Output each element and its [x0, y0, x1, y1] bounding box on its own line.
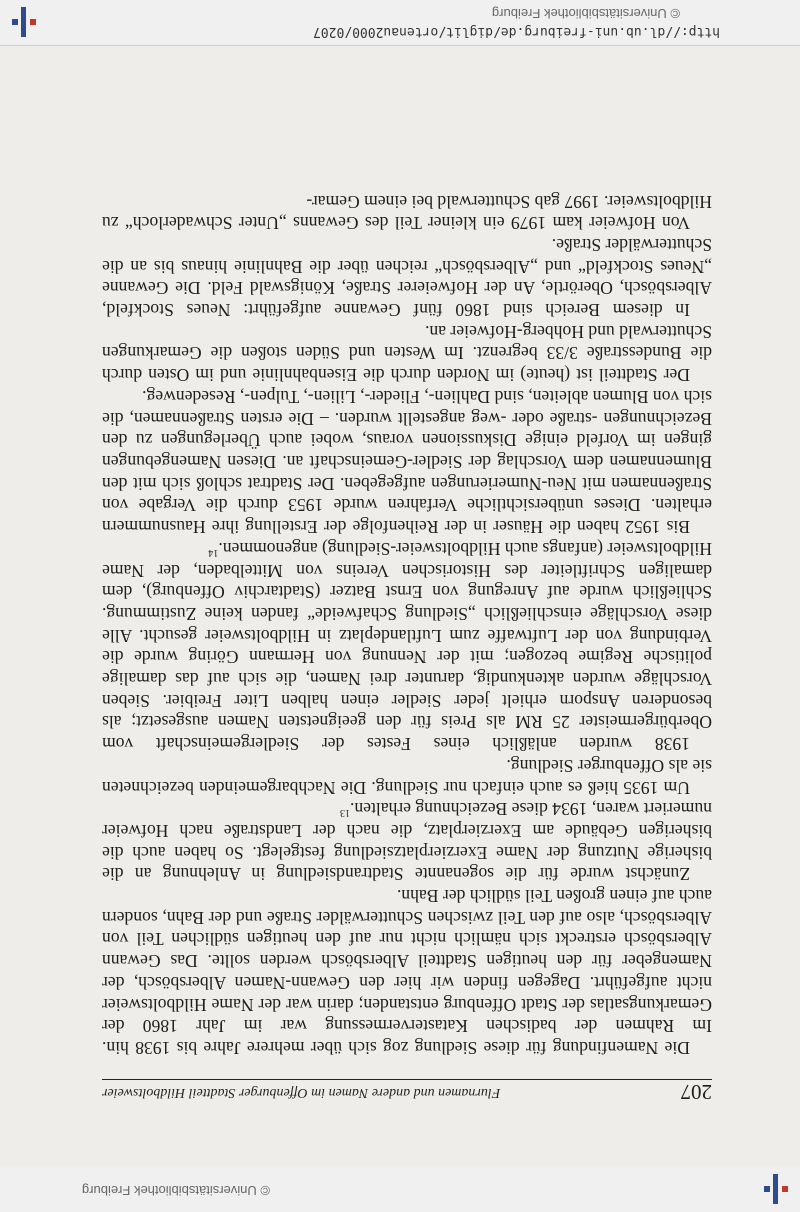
paragraph-text: Die Namenfindung für diese Siedlung zog sich über mehrere Jahre bis 1938 hin. Im Rahmen der badischen Katastervermessung war im Jahr 1860 der Gemarkungsatlas der Stadt Offenburg entstanden; darin war der Name Hildboltsweier nicht aufgeführt. Dagegen finden wir hier den Gewann-Namen Albersbösch, der Namengeber für den heutigen Stadtteil Albersbösch werden sollte. Das Gewann Albersbösch erstreckt sich nämlich nicht nur auf den heutigen südlichen Teil von Albersbösch, also auf den Teil zwischen Schutterwälder Straße und der Bahn, sondern auch auf einen großen Teil südlich der Bahn.	[102, 886, 712, 1058]
paragraph	[102, 320, 712, 385]
paragraph	[102, 884, 712, 1058]
page-header	[102, 1079, 712, 1104]
library-notice: © Universitätsbibliothek Freiburg	[491, 6, 680, 21]
paragraph	[102, 754, 712, 797]
viewer-bottom-bar	[0, 0, 800, 46]
paragraph-text: Um 1935 hieß es auch einfach nur Siedlung. Die Nachbargemeinden bezeichneten sie als Offenburger Siedlung.	[102, 755, 712, 798]
paragraph	[102, 537, 712, 754]
library-logo-icon	[760, 1174, 792, 1204]
library-logo-icon	[8, 7, 40, 37]
viewer-top-bar	[0, 1166, 800, 1212]
paragraph-text: Zunächst wurde für die sogenannte Stadtrandsiedlung in Anlehnung an die bisherige Nutzung der Name Exerzierplatzsiedlung festgelegt. So haben auch die bisherigen Gebäude am Exerzierplatz, die nach der Landstraße nach Hofweier numeriert waren, 1934 diese Bezeichnung erhalten.	[102, 799, 712, 885]
body-text	[102, 190, 712, 1058]
page-number: 207	[680, 1080, 712, 1104]
paragraph-text: In diesem Bereich sind 1860 fünf Gewanne aufgeführt: Neues Stockfeld, Albersbösch, Oberörtle, An der Hofweierer Straße, Königswald Feld. Die Gewanne „Neues Stockfeld“ und „Albersbösch“ reichen über die Bahnlinie hinaus bis an die Schutterwälder Straße.	[102, 234, 712, 321]
paragraph	[102, 190, 712, 233]
scanned-page	[0, 46, 800, 1166]
paragraph-text: Der Stadtteil ist (heute) im Norden durch die Eisenbahnlinie und im Osten durch die Bundesstraße 3/33 begrenzt. Im Westen und Süden stoßen die Gemarkungen Schutterwald und Hohberg-Hofweier an.	[102, 321, 712, 386]
source-url-link[interactable]: http://dl.ub.uni-freiburg.de/diglit/ortenau2000/0207	[313, 24, 720, 39]
paragraph-text: 1938 wurden anläßlich eines Festes der Siedlergemeinschaft vom Oberbürgermeister 25 RM als Preis für den geeignetsten Namen ausgesetzt; als besonderen Ansporn erhielt jeder Siedler einen halben Liter Freibier. Sieben Vorschläge wurden aktenkundig, darunter drei Namen, die sich auf das damalige politische Regime bezogen; mit der Nennung von Hermann Göring wurde die Verbindung von der Luftwaffe zum Luftlandeplatz in Hildboltsweier gesucht. Alle diese Vorschläge einschließlich „Siedlung Schafweide“ fanden keine Zustimmung. Schließlich wurde auf Anregung von Ernst Batzer (Stadtarchiv Offenburg), dem damaligen Schriftleiter des Historischen Vereins von Mittelbaden, der Name Hildboltsweier (anfangs auch Hildboltsweier-Siedlung) angenommen.	[102, 538, 712, 755]
library-notice-top: © Universitätsbibliothek Freiburg	[81, 1183, 270, 1198]
paragraph-text: Von Hofweier kam 1979 ein kleiner Teil des Gewanns „Unter Schwaderloch“ zu Hildboltsweier. 1997 gab Schutterwald bei einem Gemar-	[102, 191, 712, 234]
running-title: Flurnamen und andere Namen im Offenburger Stadtteil Hildboltsweier	[102, 1085, 501, 1100]
paragraph	[102, 798, 712, 885]
paragraph-text: Bis 1952 haben die Häuser in der Reihenfolge der Erstellung ihre Hausnummern erhalten. Dieses unübersichtliche Verfahren wurde 1953 durch die Vergabe von Straßennamen mit Neu-Numerierungen aufgegeben. Der Stadtrat schloß sich mit den Blumennamen dem Vorschlag der Siedler-Gemeinschaft an. Diesen Namengebungen gingen im Vorfeld einige Diskussionen voraus, wobei auch Überlegungen zu den Bezeichnungen -straße oder -weg angestellt wurden. – Die ersten Straßennamen, die sich von Blumen ableiten, sind Dahlien-, Flieder-, Lilien-, Tulpen-, Resedenweg.	[102, 386, 712, 538]
footnote-marker: 14	[208, 546, 219, 558]
paragraph	[102, 233, 712, 320]
footnote-marker: 13	[340, 807, 350, 819]
paragraph	[102, 385, 712, 537]
